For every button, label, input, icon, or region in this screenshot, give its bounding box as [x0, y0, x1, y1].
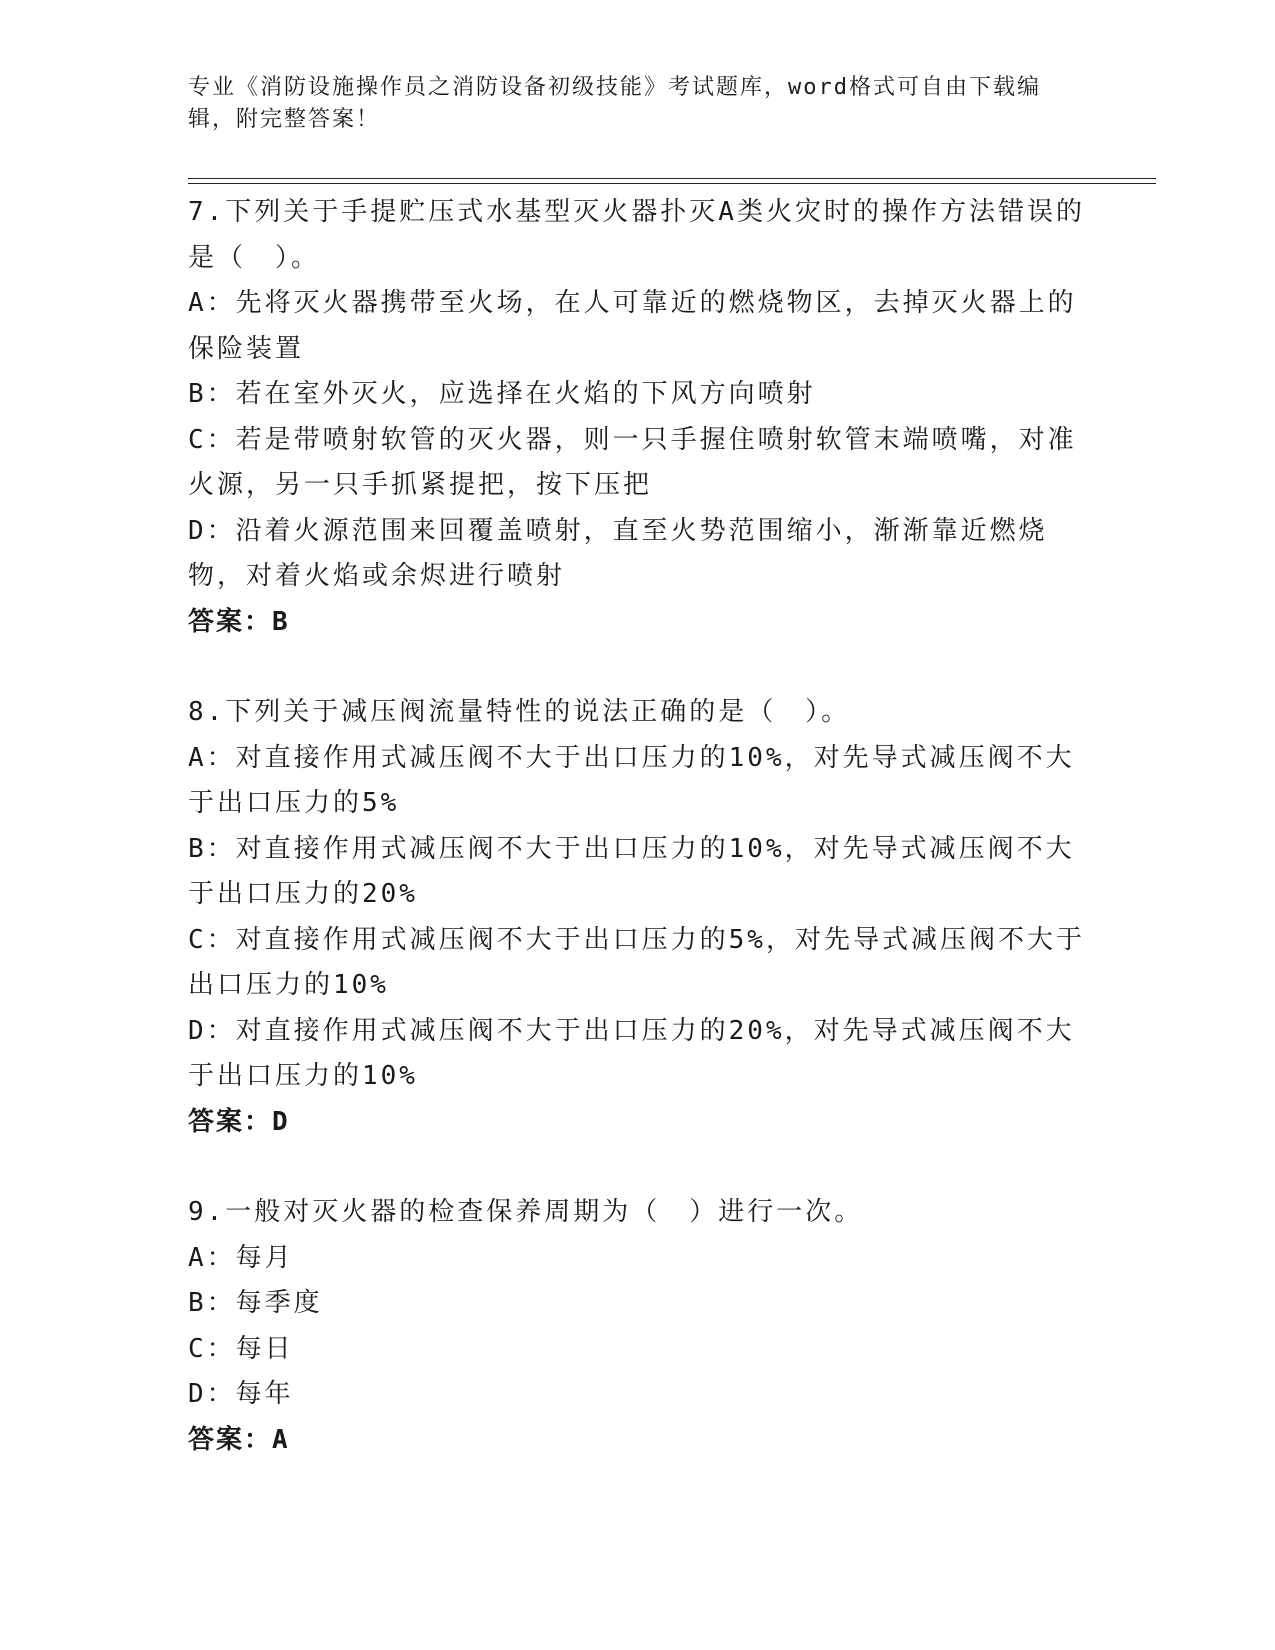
question-9 — [188, 1190, 1088, 1463]
option-c: C：若是带喷射软管的灭火器，则一只手握住喷射软管末端喷嘴，对准火源，另一只手抓紧提把，按下压把 — [188, 424, 1077, 500]
question-8 — [188, 690, 1088, 1145]
answer-value: B — [272, 606, 290, 637]
option-b: B：每季度 — [188, 1288, 323, 1318]
spacer — [188, 1145, 1088, 1190]
answer-line — [188, 1100, 1088, 1146]
spacer — [188, 645, 1088, 690]
option-c: C：对直接作用式减压阀不大于出口压力的5%，对先导式减压阀不大于出口压力的10% — [188, 924, 1085, 1000]
answer-value: A — [272, 1424, 290, 1455]
answer-value: D — [272, 1106, 290, 1137]
option-d: D：沿着火源范围来回覆盖喷射，直至火势范围缩小，渐渐靠近燃烧物，对着火焰或余烬进行喷射 — [188, 515, 1048, 591]
header-text: 专业《消防设施操作员之消防设备初级技能》考试题库，word格式可自由下载编辑，附完整答案！ — [188, 75, 1041, 132]
answer-line — [188, 600, 1088, 646]
option-a: A：每月 — [188, 1242, 294, 1273]
option-a: A：对直接作用式减压阀不大于出口压力的10%，对先导式减压阀不大于出口压力的5% — [188, 742, 1075, 818]
question-stem: 9.一般对灭火器的检查保养周期为（ ）进行一次。 — [188, 1197, 864, 1227]
question-7 — [188, 190, 1088, 645]
header-rule-top — [188, 178, 1156, 179]
answer-label: 答案： — [188, 606, 273, 637]
answer-label: 答案： — [188, 1424, 273, 1455]
option-a: A：先将灭火器携带至火场，在人可靠近的燃烧物区，去掉灭火器上的保险装置 — [188, 288, 1077, 364]
option-d: D：每年 — [188, 1379, 294, 1409]
question-stem: 8.下列关于减压阀流量特性的说法正确的是（ ）。 — [188, 697, 851, 727]
option-c: C：每日 — [188, 1333, 294, 1364]
option-b: B：若在室外灭火，应选择在火焰的下风方向喷射 — [188, 379, 816, 409]
option-d: D：对直接作用式减压阀不大于出口压力的20%，对先导式减压阀不大于出口压力的10% — [188, 1015, 1075, 1091]
question-stem: 7.下列关于手提贮压式水基型灭火器扑灭A类火灾时的操作方法错误的是（ ）。 — [188, 197, 1085, 273]
answer-line — [188, 1418, 1088, 1464]
answer-label: 答案： — [188, 1106, 273, 1137]
option-b: B：对直接作用式减压阀不大于出口压力的10%，对先导式减压阀不大于出口压力的20% — [188, 833, 1075, 909]
header-rule-bottom — [188, 183, 1156, 184]
question-list — [188, 190, 1088, 1463]
